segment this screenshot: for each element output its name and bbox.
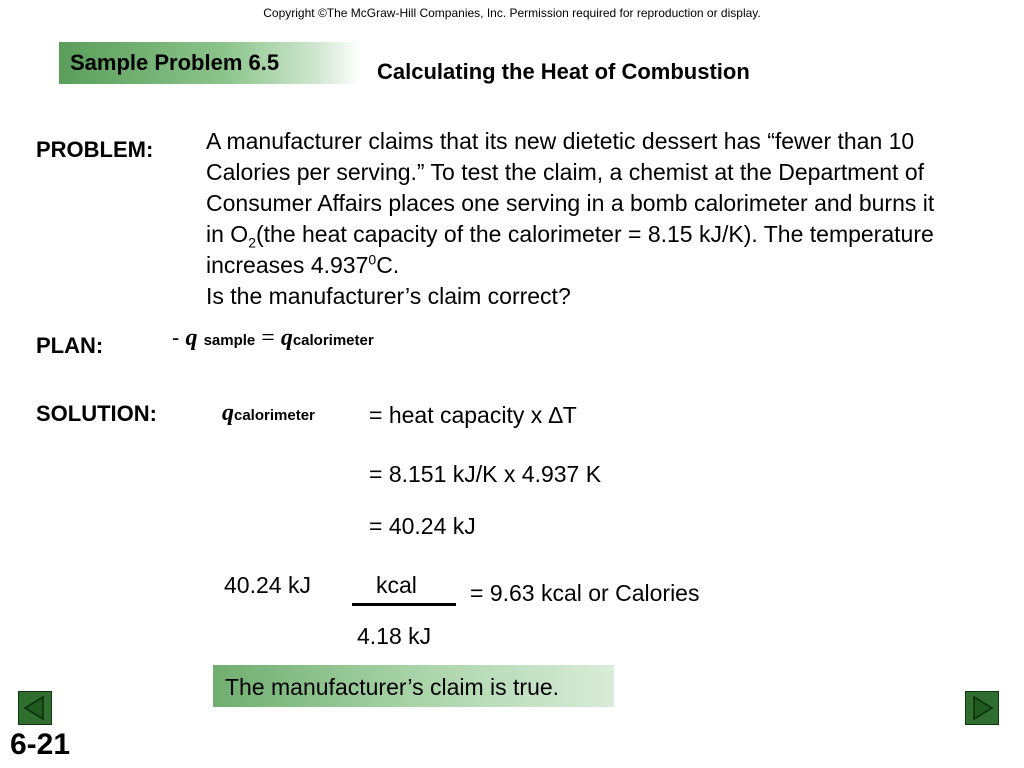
q-symbol: q	[185, 325, 198, 351]
solution-label: SOLUTION:	[36, 401, 157, 426]
problem-text-part3: C.	[376, 252, 400, 278]
conclusion-text: The manufacturer’s claim is true.	[225, 674, 560, 700]
problem-text	[206, 126, 946, 312]
problem-label: PROBLEM:	[36, 137, 154, 162]
degree-superscript: 0	[368, 251, 377, 268]
q-sample-subscript: sample	[203, 332, 256, 349]
conversion-left: 40.24 kJ	[224, 572, 311, 598]
sample-problem-label: Sample Problem 6.5	[70, 50, 280, 75]
previous-slide-button[interactable]	[18, 691, 52, 725]
q-calorimeter-subscript-2: calorimeter	[234, 407, 315, 424]
solution-line-2: = 8.151 kJ/K x 4.937 K	[369, 461, 602, 487]
plan-label: PLAN:	[36, 333, 104, 358]
problem-text-part1: A manufacturer claims that its new dietetic dessert has “fewer than 10 Calories per serving.” To test the claim, a chemist at the Department of Consumer Affairs places one serving in a bomb calorimeter and burns it in O	[206, 128, 935, 247]
slide-title: Calculating the Heat of Combustion	[377, 59, 750, 84]
next-slide-button[interactable]	[965, 691, 999, 725]
conversion-denominator: 4.18 kJ	[357, 623, 432, 649]
plan-equation	[172, 325, 374, 352]
q-calorimeter-subscript: calorimeter	[292, 332, 374, 349]
page-number: 6-21	[10, 728, 71, 761]
solution-line-1: = heat capacity x ∆T	[369, 402, 577, 428]
triangle-right-icon	[966, 692, 998, 724]
conversion-result: = 9.63 kcal or Calories	[470, 580, 700, 606]
problem-question: Is the manufacturer’s claim correct?	[206, 283, 571, 309]
plan-equals: =	[255, 325, 281, 351]
solution-q-calorimeter	[222, 400, 315, 427]
conversion-numerator: kcal	[376, 572, 417, 598]
q-symbol-2: q	[280, 325, 293, 351]
fraction-line	[352, 603, 456, 606]
plan-minus: -	[172, 325, 186, 350]
solution-line-3: = 40.24 kJ	[369, 513, 476, 539]
o2-subscript: 2	[248, 234, 256, 251]
q-symbol-3: q	[222, 400, 234, 426]
problem-text-part2: (the heat capacity of the calorimeter = 8.15 kJ/K). The temperature increases 4.937	[206, 221, 934, 278]
copyright-notice: Copyright ©The McGraw-Hill Companies, Inc. Permission required for reproduction or display.	[263, 6, 761, 20]
triangle-left-icon	[19, 692, 51, 724]
